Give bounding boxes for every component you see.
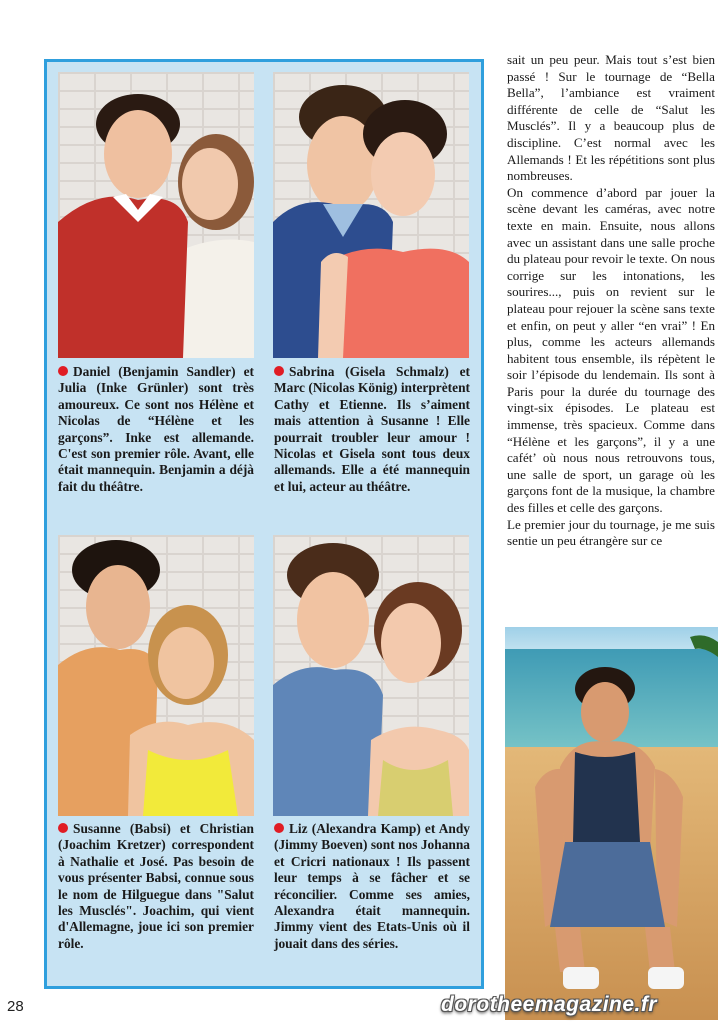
caption-sabrina-marc [274,364,470,495]
photo-beach-actor [505,627,718,1020]
caption-susanne-christian [58,821,254,952]
article-paragraph: sait un peu peur. Mais tout s’est bien passé ! Sur le tournage de “Bella Bella”, l’ambiance est vraiment différente de celle de “Salut les Musclés”. Il y a beaucoup plus de discipline. C’est normal avec les Allemands ! Et les répétitions sont plus nombreuses. [507,52,715,184]
bullet-icon [58,366,68,376]
photo-sabrina-marc [273,72,469,358]
caption-liz-andy [274,821,470,952]
caption-text-1: Daniel (Benjamin Sandler) et Julia (Inke Grünler) sont très amoureux. Ce sont nos Hélène et Nicolas de “Hélène et les garçons”. Inke est allemande. C'est son premier rôle. Avant, elle était mannequin. Benjamin a déjà fait du théâtre. [58,364,254,494]
article-paragraph: On commence d’abord par jouer la scène devant les caméras, avec notre texte en main. Ensuite, nous allons avec un assistant dans une salle proche du plateau pour revoir le texte. On nous corrige sur les intonations, les sourires..., puis on revient sur le plateau pour rejouer la scène sans texte et enfin, on peut y aller “en vrai” ! En plus, comme les acteurs allemands habitent tous ensemble, ils répètent le soir l’épisode du lendemain. Ils sont à Paris pour la durée du tournage des vingt-six épisodes. Le plateau est immense, très spacieux. Comme dans “Hélène et les garçons”, il y a une cafét’ où nous nous retrouvons tous, une salle de sport, un garage où les garçons font de la musique, la chambre des filles et celle des garçons. [507,184,715,516]
caption-daniel-julia [58,364,254,495]
photo-susanne-christian [58,535,254,816]
article-column [507,52,715,550]
photo-daniel-julia [58,72,254,358]
bullet-icon [58,823,68,833]
article-paragraph: Le premier jour du tournage, je me suis sentie un peu étrangère sur ce [507,516,715,549]
caption-text-4: Liz (Alexandra Kamp) et Andy (Jimmy Boeven) sont nos Johanna et Cricri nationaux ! Ils passent leur temps à se fâcher et se réconcilier. Comme ses amies, Alexandra était mannequin. Jimmy vient des Etats-Unis où il jouait dans des séries. [274,821,470,951]
bullet-icon [274,823,284,833]
caption-text-3: Susanne (Babsi) et Christian (Joachim Kretzer) correspondent à Nathalie et José. Pas besoin de vous présenter Babsi, connue sous le nom de Hilguegue dans "Salut les Musclés". Joachim, qui vient d'Allemagne, joue ici son premier rôle. [58,821,254,951]
photo-liz-andy [273,535,469,816]
page-number: 28 [7,998,24,1015]
bullet-icon [274,366,284,376]
caption-text-2: Sabrina (Gisela Schmalz) et Marc (Nicolas König) interprètent Cathy et Etienne. Ils s’aiment mais attention à Susanne ! Elle pourrait troubler leur amour ! Nicolas et Gisela sont tous deux allemands. Elle a été mannequin et lui, acteur au théâtre. [274,364,470,494]
watermark: dorotheemagazine.fr [441,993,658,1016]
